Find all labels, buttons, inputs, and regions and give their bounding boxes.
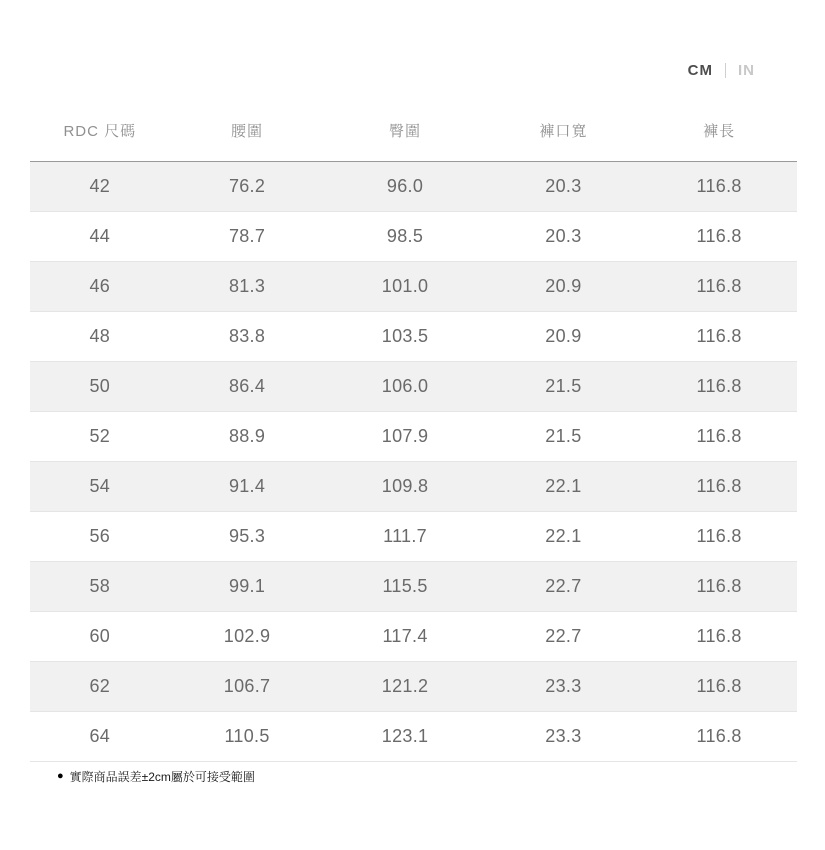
table-row	[30, 162, 797, 212]
measurement-cell: 95.3	[228, 526, 266, 546]
table-row	[30, 262, 797, 312]
measurement-cell: 106.0	[381, 376, 429, 396]
measurement-cell: 86.4	[228, 376, 266, 396]
measurement-cell: 21.5	[545, 376, 582, 396]
table-row	[30, 212, 797, 262]
measurement-cell: 116.8	[696, 376, 742, 396]
measurement-cell: 91.4	[228, 476, 266, 496]
size-cell: 42	[89, 176, 111, 196]
column-header-size: RDC 尺碼	[30, 108, 170, 162]
size-cell: 50	[89, 376, 111, 396]
size-chart-table-container	[30, 108, 797, 762]
table-row	[30, 312, 797, 362]
measurement-cell: 22.7	[545, 626, 582, 646]
measurement-cell: 116.8	[696, 626, 742, 646]
measurement-cell: 111.7	[383, 526, 427, 546]
size-chart-table	[30, 108, 797, 762]
measurement-cell: 20.9	[545, 276, 582, 296]
measurement-cell: 116.8	[696, 176, 742, 196]
size-cell: 46	[89, 276, 111, 296]
measurement-cell: 116.8	[696, 726, 742, 746]
table-row	[30, 412, 797, 462]
measurement-cell: 20.9	[545, 326, 582, 346]
measurement-cell: 78.7	[228, 226, 266, 246]
measurement-cell: 21.5	[545, 426, 582, 446]
table-row	[30, 612, 797, 662]
measurement-cell: 115.5	[382, 576, 428, 596]
bullet-icon: ●	[57, 770, 64, 782]
measurement-cell: 22.7	[545, 576, 582, 596]
table-row	[30, 562, 797, 612]
table-body	[30, 162, 797, 762]
measurement-cell: 116.8	[696, 276, 742, 296]
size-cell: 52	[89, 426, 111, 446]
size-cell: 60	[89, 626, 111, 646]
unit-cm-button[interactable]: CM	[687, 62, 713, 79]
measurement-cell: 116.8	[696, 676, 742, 696]
measurement-cell: 102.9	[223, 626, 271, 646]
measurement-cell: 22.1	[545, 526, 582, 546]
size-cell: 54	[89, 476, 111, 496]
measurement-cell: 116.8	[696, 476, 742, 496]
table-row	[30, 512, 797, 562]
measurement-cell: 106.7	[223, 676, 271, 696]
size-cell: 64	[89, 726, 111, 746]
column-header-pants-length: 褲長	[641, 108, 797, 162]
table-row	[30, 462, 797, 512]
tolerance-note-text: 實際商品誤差±2cm屬於可接受範圍	[69, 770, 255, 784]
size-cell: 44	[89, 226, 111, 246]
measurement-cell: 103.5	[381, 326, 429, 346]
measurement-cell: 101.0	[381, 276, 429, 296]
unit-in-button[interactable]: IN	[738, 62, 755, 79]
unit-divider	[725, 63, 726, 78]
measurement-cell: 96.0	[386, 176, 424, 196]
size-cell: 62	[89, 676, 111, 696]
column-header-leg-opening: 褲口寬	[486, 108, 642, 162]
measurement-cell: 116.8	[696, 326, 742, 346]
unit-toggle	[688, 62, 755, 79]
tolerance-note	[57, 768, 255, 785]
measurement-cell: 20.3	[545, 176, 582, 196]
measurement-cell: 76.2	[228, 176, 266, 196]
measurement-cell: 116.8	[696, 576, 742, 596]
size-cell: 56	[89, 526, 111, 546]
measurement-cell: 107.9	[381, 426, 429, 446]
measurement-cell: 109.8	[381, 476, 429, 496]
measurement-cell: 88.9	[228, 426, 266, 446]
column-header-hip: 臀圍	[325, 108, 486, 162]
measurement-cell: 83.8	[228, 326, 266, 346]
measurement-cell: 123.1	[381, 726, 429, 746]
measurement-cell: 116.8	[696, 226, 742, 246]
table-row	[30, 362, 797, 412]
measurement-cell: 121.2	[381, 676, 429, 696]
measurement-cell: 99.1	[228, 576, 266, 596]
measurement-cell: 23.3	[545, 726, 582, 746]
size-cell: 58	[89, 576, 111, 596]
measurement-cell: 22.1	[545, 476, 582, 496]
measurement-cell: 116.8	[696, 526, 742, 546]
measurement-cell: 116.8	[696, 426, 742, 446]
measurement-cell: 23.3	[545, 676, 582, 696]
measurement-cell: 20.3	[545, 226, 582, 246]
column-header-waist: 腰圍	[170, 108, 325, 162]
measurement-cell: 117.4	[382, 626, 428, 646]
measurement-cell: 110.5	[224, 726, 270, 746]
table-header-row	[30, 108, 797, 162]
table-row	[30, 662, 797, 712]
measurement-cell: 98.5	[386, 226, 424, 246]
size-cell: 48	[89, 326, 111, 346]
table-row	[30, 712, 797, 762]
measurement-cell: 81.3	[228, 276, 266, 296]
